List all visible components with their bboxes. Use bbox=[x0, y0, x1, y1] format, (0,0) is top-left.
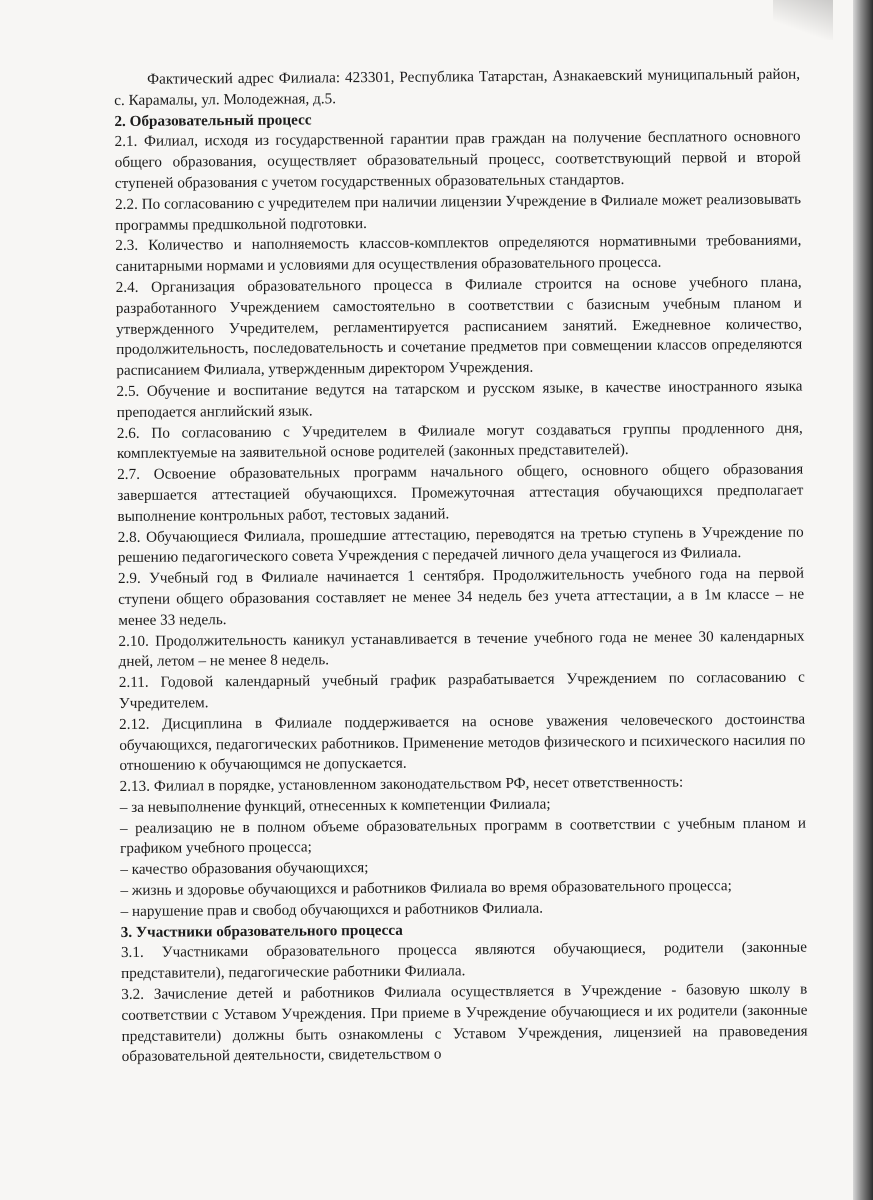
section-3-heading: 3. Участники образовательного процесса bbox=[120, 921, 403, 941]
paragraph-2-8: 2.8. Обучающиеся Филиала, прошедшие аттестацию, переводятся на третью ступень в Учреждение по решению педагогического совета Учреждения с передачей личного дела учащегося из Филиала. bbox=[117, 523, 804, 567]
paragraph-2-9: 2.9. Учебный год в Филиале начинается 1 сентября. Продолжительность учебного года на первой ступени общего образования составляет не менее 34 недель без учета аттестации, а в 1м классе – не менее 33 недель. bbox=[117, 564, 805, 629]
responsibility-item: – жизнь и здоровье обучающихся и работников Филиала во время образовательного процесса; bbox=[120, 877, 732, 900]
responsibility-item: – реализацию не в полном объеме образовательных программ в соответствии с учебным планом и графиком учебного процесса; bbox=[119, 814, 807, 858]
paragraph-2-12: 2.12. Дисциплина в Филиале поддерживается на основе уважения человеческого достоинства обучающихся, педагогических работников. Применение методов физического и психического насилия по отношению к обучающимся не допускается. bbox=[119, 710, 806, 775]
paragraph-2-3: 2.3. Количество и наполняемость классов-комплектов определяются нормативными требованиями, санитарными нормами и условиями для осуществления образовательного процесса. bbox=[115, 231, 802, 276]
paragraph-2-7: 2.7. Освоение образовательных программ начального общего, основного общего образования завершается аттестацией обучающихся. Промежуточная аттестация обучающихся предполагает выполнение контрольных работ, тестовых заданий. bbox=[117, 460, 804, 525]
paragraph-2-2: 2.2. По согласованию с учредителем при наличии лицензии Учреждение в Филиале может реализовывать программы предшкольной подготовки. bbox=[114, 190, 802, 234]
paragraph-2-6: 2.6. По согласованию с Учредителем в Филиале могут создаваться группы продленного дня, комплектуемые на заявительной основе родителей (законных представителей). bbox=[116, 419, 803, 463]
paragraph-3-1: 3.1. Участниками образовательного процесса являются обучающиеся, родители (законные представители), педагогические работники Филиала. bbox=[120, 939, 807, 983]
section-2-heading: 2. Образовательный процесс bbox=[114, 111, 312, 130]
responsibility-item: – качество образования обучающихся; bbox=[120, 859, 369, 879]
responsibility-item: – нарушение прав и свобод обучающихся и работников Филиала. bbox=[120, 899, 544, 920]
address-paragraph: Фактический адрес Филиала: 423301, Республика Татарстан, Азнакаевский муниципальный район, с. Карамалы, ул. Молодежная, д.5. bbox=[114, 65, 801, 109]
paragraph-2-5: 2.5. Обучение и воспитание ведутся на татарском и русском языке, в качестве иностранного языка преподается английский язык. bbox=[116, 377, 803, 421]
scanner-edge bbox=[853, 0, 873, 1200]
responsibility-item: – за невыполнение функций, отнесенных к компетенции Филиала; bbox=[119, 795, 551, 816]
document-body bbox=[114, 65, 808, 1069]
paragraph-2-13: 2.13. Филиал в порядке, установленном законодательством РФ, несет ответственность: bbox=[119, 773, 684, 796]
paragraph-2-11: 2.11. Годовой календарный учебный график разрабатывается Учреждением по согласованию с Учредителем. bbox=[118, 668, 805, 712]
page-corner-shadow bbox=[773, 0, 833, 40]
paragraph-2-1: 2.1. Филиал, исходя из государственной гарантии прав граждан на получение бесплатного основного общего образования, осуществляет образовательный процесс, соответствующий первой и второй ступеней образования с учетом государственных образовательных стандартов. bbox=[114, 128, 801, 192]
paragraph-3-2: 3.2. Зачисление детей и работников Филиала осуществляется в Учреждение - базовую школу в соответствии с Уставом Учреждения. При приеме в Учреждение обучающиеся и их родители (законные представители) должны быть ознакомлены с Уставом Учреждения, лицензией на правоведения образовательной деятельности, свидетельством о bbox=[121, 980, 808, 1066]
paragraph-2-4: 2.4. Организация образовательного процесса в Филиале строится на основе учебного плана, разработанного Учреждением самостоятельно в соответствии с базисным учебным планом и утвержденного Учредителем, регламентируется расписанием занятий. Ежедневное количество, продолжительность, последовательность и сочетание предметов при совмещении классов определяются расписанием Филиала, утвержденным директором Учреждения. bbox=[115, 273, 803, 380]
paragraph-2-10: 2.10. Продолжительность каникул устанавливается в течение учебного года не менее 30 календарных дней, летом – не менее 8 недель. bbox=[118, 627, 805, 671]
